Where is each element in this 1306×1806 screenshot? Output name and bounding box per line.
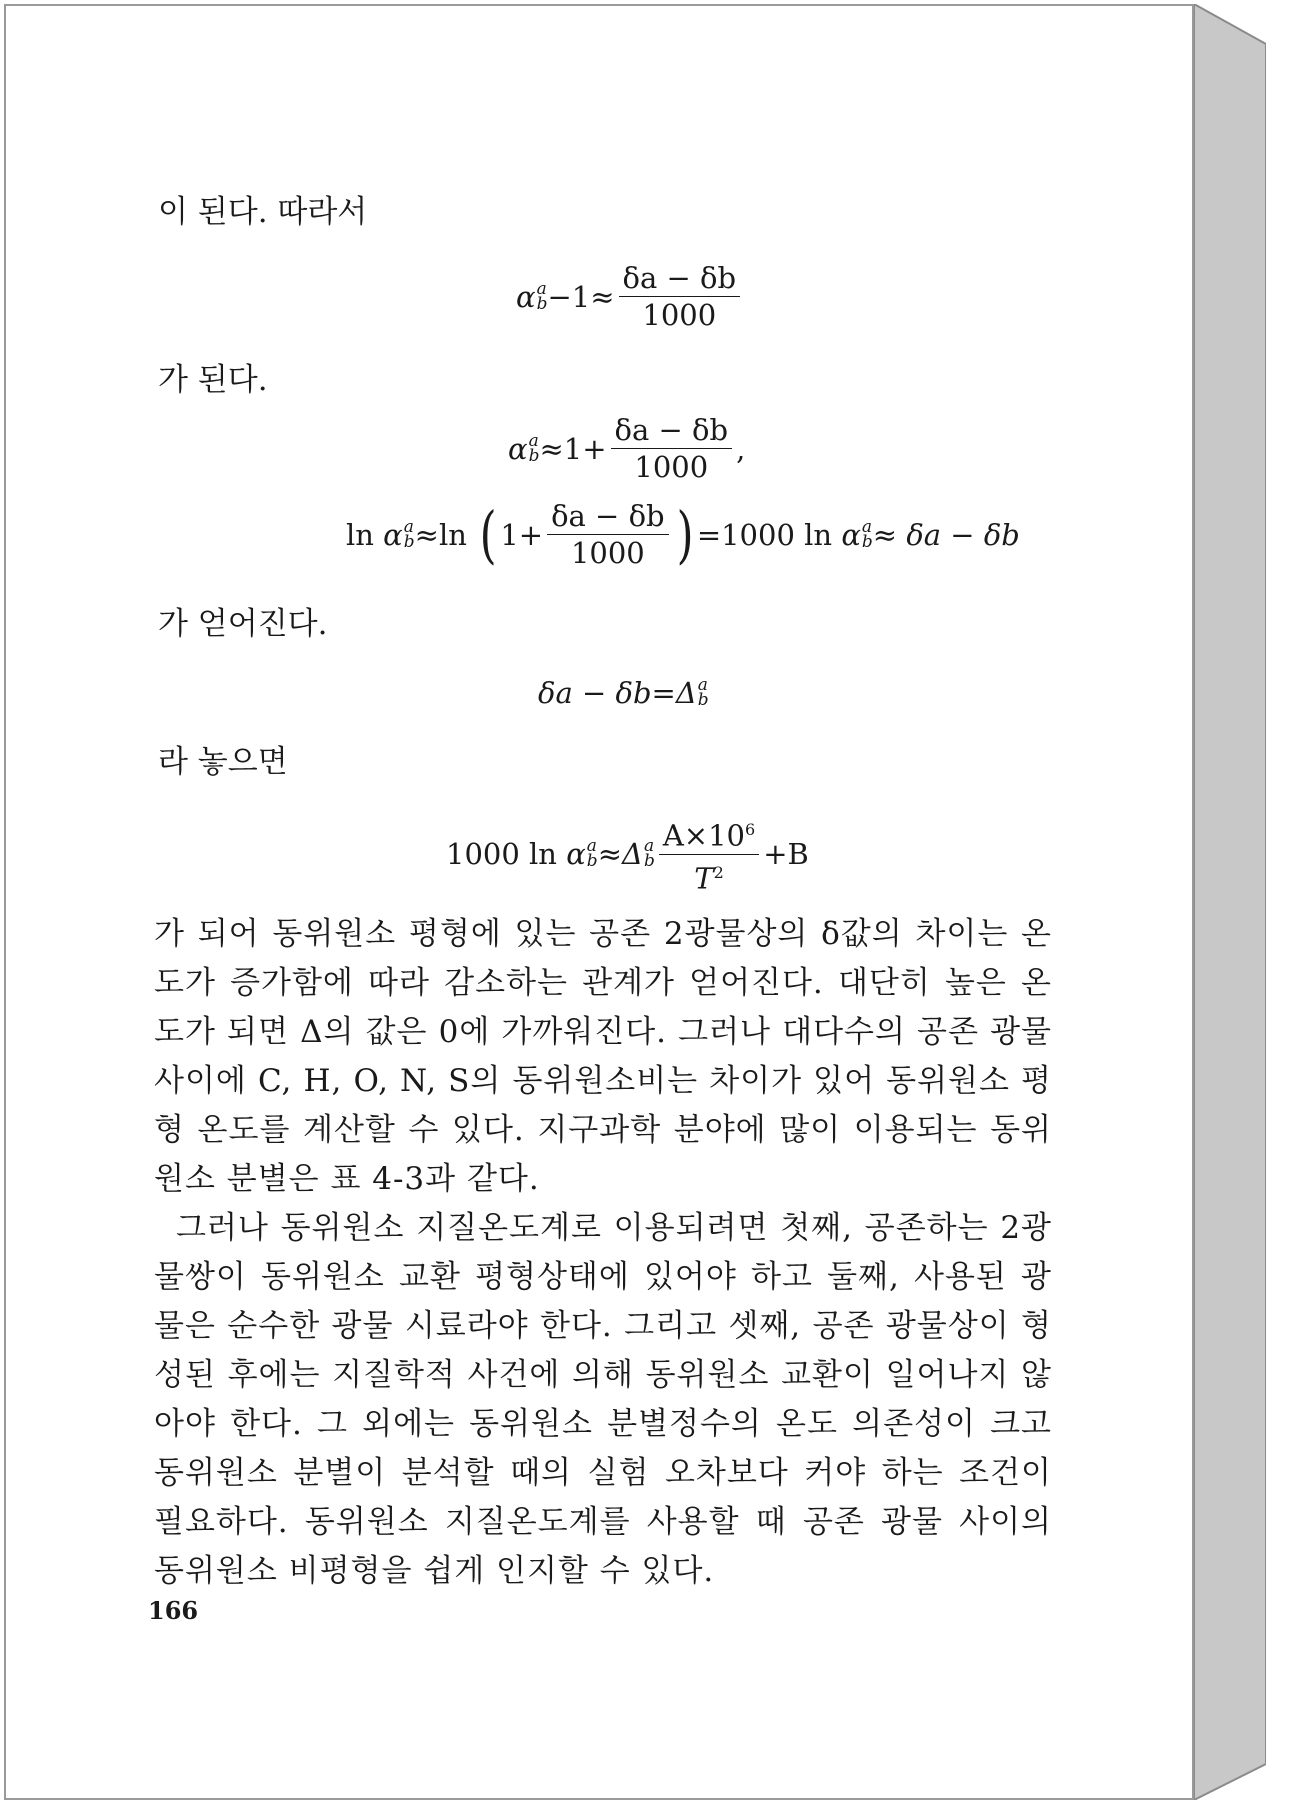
text-line-4: 라 놓으면: [158, 744, 288, 780]
equation-3: ln α a b ≈ln ( 1+ $\frac{\delta a - \delta b}{1000}$ ) =1000 ln α a b ≈ δa − δb: [346, 497, 1020, 571]
body-paragraphs: [154, 910, 1052, 1596]
equation-5: 1000 ln α a b ≈ Δ a b $\frac{A\times 10^6}{T^2}$ +B: [446, 814, 809, 894]
equation-4: δa − δb = Δ a b: [538, 675, 709, 710]
equation-2: α a b ≈1+ $\frac{\delta a - \delta b}{1000}$ ,: [508, 413, 746, 484]
text-line-1: 이 된다. 따라서: [158, 194, 368, 230]
page-number: 166: [148, 1596, 199, 1625]
equation-1: α a b −1≈ $\frac{\delta a - \delta b}{1000}$: [516, 262, 744, 331]
paragraph-1: 가 되어 동위원소 평형에 있는 공존 2광물상의 δ값의 차이는 온도가 증가함에 따라 감소하는 관계가 얻어진다. 대단히 높은 온도가 되면 Δ의 값은 0에 가까워진다. 그러나 대다수의 공존 광물 사이에 C, H, O, N, S의 동위원소비는 차이가 있어 동위원소 평형 온도를 계산할 수 있다. 지구과학 분야에 많이 이용되는 동위원소 분별은 표 4-3과 같다.: [154, 916, 1052, 1197]
text-line-3: 가 얻어진다.: [158, 606, 328, 642]
text-line-2: 가 된다.: [158, 362, 268, 398]
book-spine: [1194, 4, 1266, 1800]
paragraph-2: 그러나 동위원소 지질온도계로 이용되려면 첫째, 공존하는 2광물쌍이 동위원소 교환 평형상태에 있어야 하고 둘째, 사용된 광물은 순수한 광물 시료라야 한다. 그리고 셋째, 공존 광물상이 형성된 후에는 지질학적 사건에 의해 동위원소 교환이 일어나지 않아야 한다. 그 외에는 동위원소 분별정수의 온도 의존성이 크고 동위원소 분별이 분석할 때의 실험 오차보다 커야 하는 조건이 필요하다. 동위원소 지질온도계를 사용할 때 공존 광물 사이의 동위원소 비평형을 쉽게 인지할 수 있다.: [154, 1210, 1052, 1589]
